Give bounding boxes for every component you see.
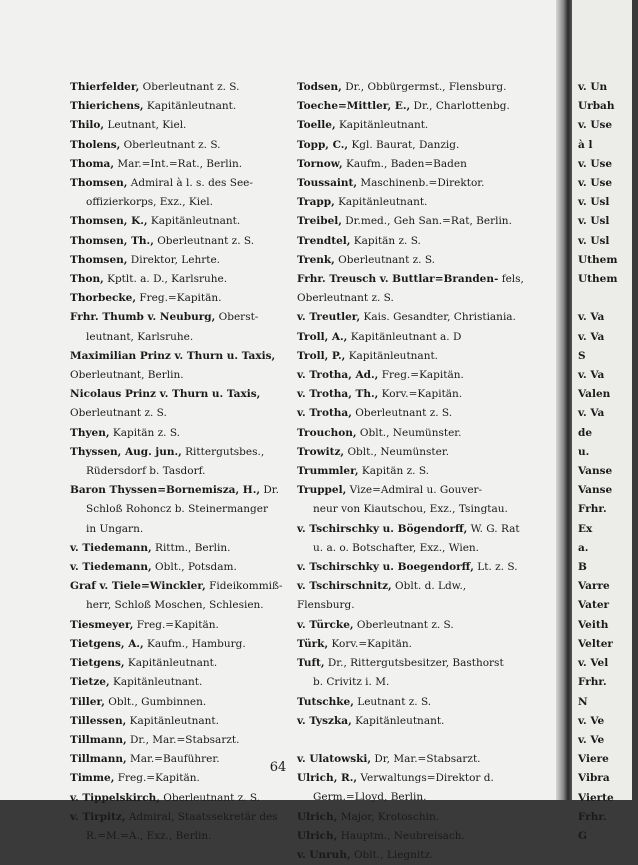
left-column (70, 78, 300, 846)
entry-detail: Korv.=Kapitän. (331, 637, 412, 650)
entry-name: v. Trotha, Ad., (297, 369, 379, 382)
next-page-fragment: Vanse (578, 465, 613, 478)
entry-detail: Kapitän z. S. (112, 426, 181, 439)
entry-name: Tillmann, (70, 753, 127, 766)
entry-name: Treibel, (297, 215, 342, 228)
next-page-fragment: v. Va (578, 369, 605, 382)
next-page-fragment: v. Va (578, 330, 605, 343)
entry-name: Maximilian Prinz v. Thurn u. Taxis, (70, 349, 276, 362)
entry-name: Frhr. Thumb v. Neuburg, (70, 311, 216, 324)
directory-entry (297, 712, 527, 731)
entry-detail: Direktor, Lehrte. (130, 253, 220, 266)
entry-detail: Admiral, Staatssekretär des (128, 810, 278, 823)
entry-name: Topp, C., (297, 138, 349, 151)
next-page-fragment: B (578, 561, 587, 574)
entry-detail: Kptlt. a. D., Karlsruhe. (107, 273, 228, 286)
entry-gap (297, 731, 527, 750)
next-page-fragment: Urbah (578, 100, 615, 113)
next-page-fragment: u. (578, 445, 590, 458)
next-page-fragment: v. Usl (578, 234, 610, 247)
entry-detail: Dr., Obbürgermst., Flensburg. (345, 81, 507, 93)
directory-entry (70, 116, 300, 135)
entry-detail: Mar.=Int.=Rat., Berlin. (117, 157, 243, 170)
entry-name: Tiesmeyer, (70, 618, 134, 631)
directory-entry (297, 654, 527, 692)
entry-name: Troll, P., (297, 349, 346, 362)
entry-detail: Freg.=Kapitän. (139, 292, 222, 305)
book-page-right-partial (572, 0, 632, 842)
next-page-fragment: Uthem (578, 253, 618, 266)
directory-entry (297, 577, 527, 615)
directory-entry (297, 520, 527, 558)
directory-entry (70, 693, 300, 712)
next-page-fragment: Veith (578, 618, 609, 631)
entry-detail: Oberst- (218, 311, 259, 324)
next-page-fragment: v. Va (578, 407, 605, 420)
next-page-fragment: v. Usl (578, 196, 610, 209)
entry-detail: Oberleutnant, Berlin. (70, 369, 184, 382)
next-page-fragment: Frhr. (578, 503, 607, 516)
directory-entry (70, 136, 300, 155)
directory-entry (297, 808, 527, 827)
entry-name: Thoma, (70, 157, 115, 170)
next-page-fragment: S (578, 349, 586, 362)
entry-detail: Kapitänleutnant. (112, 676, 203, 689)
next-page-fragment: Vibra (578, 772, 610, 785)
entry-detail: Kapitänleutnant. (338, 119, 429, 132)
entry-detail: Mar.=Bauführer. (129, 753, 220, 766)
directory-entry (70, 385, 300, 423)
directory-entry (297, 328, 527, 347)
entry-detail: Freg.=Kapitän. (136, 618, 219, 631)
entry-detail: Oberleutnant z. S. (123, 138, 221, 151)
directory-entry (70, 539, 300, 558)
entry-detail: Verwaltungs=Direktor d. (360, 772, 494, 785)
next-page-fragment: Valen (578, 388, 611, 401)
directory-entry (297, 635, 527, 654)
entry-name: Thomsen, K., (70, 215, 148, 228)
entry-name: v. Tippelskirch, (70, 791, 160, 804)
directory-entry (297, 443, 527, 462)
entry-name: Thyen, (70, 426, 110, 439)
next-page-fragment: Ex (578, 522, 593, 535)
entry-name: Truppel, (297, 484, 347, 497)
directory-entry (297, 136, 527, 155)
entry-detail: Oberleutnant z. S. (356, 618, 454, 631)
entry-name: v. Tiedemann, (70, 541, 152, 554)
right-column (297, 78, 527, 865)
entry-detail: b. Crivitz i. M. (313, 676, 390, 689)
entry-name: Toelle, (297, 119, 336, 132)
entry-name: v. Tschirschnitz, (297, 580, 392, 593)
entry-detail: Rüdersdorf b. Tasdorf. (86, 465, 206, 478)
directory-entry (297, 251, 527, 270)
next-page-fragment: v. Use (578, 177, 613, 190)
directory-entry (297, 481, 527, 519)
entry-name: Tillmann, (70, 733, 127, 746)
entry-name: Thon, (70, 273, 104, 286)
entry-detail: Kgl. Baurat, Danzig. (351, 138, 460, 151)
entry-detail: Rittergutsbes., (185, 445, 265, 458)
entry-name: Türk, (297, 637, 329, 650)
directory-entry (70, 155, 300, 174)
next-page-fragment: à l (578, 138, 593, 151)
directory-entry (297, 97, 527, 116)
entry-detail: Kapitän z. S. (361, 465, 430, 478)
directory-entry (297, 385, 527, 404)
entry-name: Tutschke, (297, 695, 354, 708)
entry-name: v. Tirpitz, (70, 810, 126, 823)
next-page-fragment: Varre (578, 580, 610, 593)
entry-name: Ulrich, R., (297, 772, 358, 785)
entry-detail: Hauptm., Neubreisach. (340, 829, 465, 842)
directory-entry (70, 97, 300, 116)
directory-entry (70, 731, 300, 750)
entry-detail: Kapitänleutnant. (150, 215, 241, 228)
entry-name: Ulrich, (297, 829, 338, 842)
next-page-fragment: v. Vel (578, 657, 609, 670)
entry-detail: Kapitänleutnant. (338, 196, 428, 209)
next-page-fragment: Vanse (578, 484, 613, 497)
entry-detail: Dr. (263, 484, 279, 497)
entry-name: Thorbecke, (70, 292, 137, 305)
entry-detail: Leutnant z. S. (357, 695, 432, 708)
entry-name: v. Trotha, (297, 407, 352, 420)
entry-name: Tornow, (297, 157, 343, 170)
directory-entry (70, 424, 300, 443)
directory-entry (70, 558, 300, 577)
next-page-fragment: Vater (578, 599, 610, 612)
entry-name: Trummler, (297, 465, 359, 478)
entry-name: v. Tschirschky u. Boegendorff, (297, 561, 474, 574)
entry-detail: Kapitänleutnant. (355, 714, 445, 727)
entry-detail: Kapitänleutnant. (348, 349, 439, 362)
entry-detail: offizierkorps, Exz., Kiel. (86, 196, 213, 209)
entry-detail: Oblt., Potsdam. (155, 561, 237, 574)
entry-detail: Oberleutnant z. S. (142, 81, 240, 93)
entry-detail: Maschinenb.=Direktor. (360, 177, 485, 190)
entry-detail: Oberleutnant z. S. (355, 407, 453, 420)
entry-detail: Kaufm., Baden=Baden (345, 157, 467, 170)
entry-name: Tietgens, (70, 657, 125, 670)
directory-entry (70, 232, 300, 251)
directory-entry (297, 846, 527, 865)
next-page-fragment: v. Va (578, 311, 605, 324)
entry-detail: leutnant, Karlsruhe. (86, 330, 194, 343)
directory-entry (297, 78, 527, 97)
entry-detail: Korv.=Kapitän. (381, 388, 463, 401)
entry-detail: u. a. o. Botschafter, Exz., Wien. (313, 541, 480, 554)
entry-detail: Kapitänleutnant. (129, 714, 219, 727)
entry-name: v. Unruh, (297, 848, 351, 861)
entry-detail: Major, Krotoschin. (340, 810, 440, 823)
directory-entry (297, 616, 527, 635)
entry-detail: Kais. Gesandter, Christiania. (363, 311, 516, 324)
entry-detail: Germ.=Lloyd, Berlin. (313, 791, 427, 804)
entry-name: Baron Thyssen=Bornemisza, H., (70, 484, 261, 497)
entry-name: Thierfelder, (70, 81, 140, 93)
entry-name: Troll, A., (297, 330, 348, 343)
entry-detail: Oberleutnant z. S. (70, 407, 167, 420)
directory-entry (70, 174, 300, 212)
entry-name: Timme, (70, 772, 115, 785)
entry-name: Trowitz, (297, 445, 345, 458)
entry-detail: Kapitän z. S. (353, 234, 421, 247)
next-page-fragment: Vierte (578, 791, 614, 804)
entry-name: Thierichens, (70, 100, 144, 113)
directory-entry (70, 635, 300, 654)
entry-name: Toeche=Mittler, E., (297, 100, 411, 113)
directory-entry (70, 673, 300, 692)
next-page-fragment: v. Un (578, 81, 608, 93)
directory-entry (297, 462, 527, 481)
entry-detail: neur von Kiautschou, Exz., Tsingtau. (313, 503, 508, 516)
directory-entry (70, 481, 300, 539)
directory-entry (297, 827, 527, 846)
directory-entry (70, 347, 300, 385)
next-page-fragment: a. (578, 541, 589, 554)
directory-entry (70, 270, 300, 289)
entry-name: Trendtel, (297, 234, 351, 247)
entry-name: Thomsen, (70, 253, 128, 266)
next-page-fragment: N (578, 695, 588, 708)
directory-entry (297, 232, 527, 251)
entry-detail: Rittm., Berlin. (155, 541, 231, 554)
entry-name: Graf v. Tiele=Winckler, (70, 580, 206, 593)
next-page-fragment (578, 289, 638, 308)
directory-entry (70, 443, 300, 481)
entry-detail: Kapitänleutnant a. D (350, 330, 462, 343)
entry-detail: Fideikommiß- (209, 580, 283, 593)
next-page-fragment: Uthem (578, 273, 618, 286)
entry-detail: Lt. z. S. (477, 561, 518, 574)
directory-entry (70, 616, 300, 635)
book-gutter (556, 0, 572, 800)
entry-name: Tietgens, A., (70, 637, 144, 650)
entry-detail: Oblt. d. Ldw., Flensburg. (297, 580, 467, 612)
entry-detail: Oblt., Neumünster. (347, 445, 450, 458)
entry-detail: Vize=Admiral u. Gouver- (349, 484, 483, 497)
entry-detail: Leutnant, Kiel. (107, 119, 187, 132)
next-page-fragment: de (578, 426, 593, 439)
directory-entry (297, 424, 527, 443)
page-number: 64 (269, 760, 287, 775)
next-page-fragment: v. Use (578, 157, 613, 170)
next-page-fragment: v. Ve (578, 733, 605, 746)
entry-detail: W. G. Rat (470, 522, 520, 535)
entry-detail: Dr, Mar.=Stabsarzt. (374, 752, 481, 765)
entry-detail: Schloß Rohoncz b. Steinermanger (86, 503, 269, 516)
entry-name: Toussaint, (297, 177, 358, 190)
directory-entry (297, 347, 527, 366)
entry-detail: Dr., Rittergutsbesitzer, Basthorst (327, 657, 504, 670)
entry-name: Todsen, (297, 81, 342, 93)
entry-detail: in Ungarn. (86, 522, 144, 535)
entry-name: Ulrich, (297, 810, 338, 823)
entry-name: Thomsen, Th., (70, 234, 154, 247)
next-page-column (578, 78, 638, 846)
directory-entry (70, 712, 300, 731)
directory-entry (70, 78, 300, 97)
entry-detail: Oblt., Gumbinnen. (108, 695, 207, 708)
entry-name: v. Tschirschky u. Bögendorff, (297, 522, 468, 535)
next-page-fragment: G (578, 829, 587, 842)
entry-name: Tiller, (70, 695, 105, 708)
entry-name: v. Türcke, (297, 618, 354, 631)
entry-name: Tietze, (70, 676, 110, 689)
directory-entry (70, 289, 300, 308)
entry-name: Thomsen, (70, 177, 128, 190)
next-page-fragment: Velter (578, 637, 613, 650)
entry-name: Trouchon, (297, 426, 357, 439)
entry-detail: Oblt., Liegnitz. (353, 848, 434, 861)
next-page-fragment: v. Use (578, 119, 613, 132)
entry-detail: Dr.med., Geh San.=Rat, Berlin. (345, 215, 512, 228)
entry-name: Tholens, (70, 138, 121, 151)
entry-detail: Oberleutnant z. S. (338, 253, 435, 266)
entry-detail: Admiral à l. s. des See- (130, 177, 253, 190)
next-page-fragment: v. Ve (578, 714, 605, 727)
entry-name: Nicolaus Prinz v. Thurn u. Taxis, (70, 388, 261, 401)
entry-name: v. Treutler, (297, 311, 361, 324)
directory-entry (70, 308, 300, 346)
entry-name: Thilo, (70, 119, 105, 132)
directory-entry (297, 116, 527, 135)
directory-entry (297, 693, 527, 712)
entry-detail: Kapitänleutnant. (146, 100, 237, 113)
directory-entry (297, 270, 527, 308)
entry-detail: Oblt., Neumünster. (359, 426, 462, 439)
directory-entry (297, 558, 527, 577)
entry-name: Tuft, (297, 657, 325, 670)
entry-name: Trenk, (297, 253, 335, 266)
entry-detail: Kaufm., Hamburg. (147, 637, 246, 650)
directory-entry (297, 193, 527, 212)
directory-entry (297, 366, 527, 385)
entry-detail: Oberleutnant z. S. (157, 234, 255, 247)
entry-name: v. Tiedemann, (70, 561, 152, 574)
entry-name: Thyssen, Aug. jun., (70, 445, 182, 458)
entry-detail: fels, Oberleutnant z. S. (297, 273, 524, 305)
entry-name: v. Ulatowski, (297, 752, 372, 765)
entry-detail: Kapitänleutnant. (127, 657, 218, 670)
directory-entry (70, 789, 300, 808)
entry-detail: Freg.=Kapitän. (381, 369, 464, 382)
directory-entry (70, 251, 300, 270)
directory-entry (70, 577, 300, 615)
directory-entry (297, 212, 527, 231)
next-page-fragment: v. Usl (578, 215, 610, 228)
entry-detail: Dr., Mar.=Stabsarzt. (129, 733, 240, 746)
directory-entry (70, 654, 300, 673)
directory-entry (70, 808, 300, 846)
entry-name: v. Trotha, Th., (297, 388, 379, 401)
entry-name: Tillessen, (70, 714, 127, 727)
next-page-fragment: Frhr. (578, 810, 607, 823)
entry-name: Trapp, (297, 196, 335, 209)
directory-entry (297, 155, 527, 174)
entry-detail: herr, Schloß Moschen, Schlesien. (86, 599, 264, 612)
entry-detail: R.=M.=A., Exz., Berlin. (86, 829, 212, 842)
entry-detail: Oberleutnant z. S. (163, 791, 261, 804)
directory-entry (297, 308, 527, 327)
directory-entry (70, 212, 300, 231)
entry-name: v. Tyszka, (297, 714, 352, 727)
directory-entry (297, 404, 527, 423)
directory-entry (297, 174, 527, 193)
entry-detail: Dr., Charlottenbg. (413, 100, 510, 113)
entry-detail: Freg.=Kapitän. (117, 772, 200, 785)
next-page-fragment: Frhr. (578, 676, 607, 689)
entry-name: Frhr. Treusch v. Buttlar=Branden- (297, 273, 499, 286)
next-page-fragment: Viere (578, 753, 609, 766)
